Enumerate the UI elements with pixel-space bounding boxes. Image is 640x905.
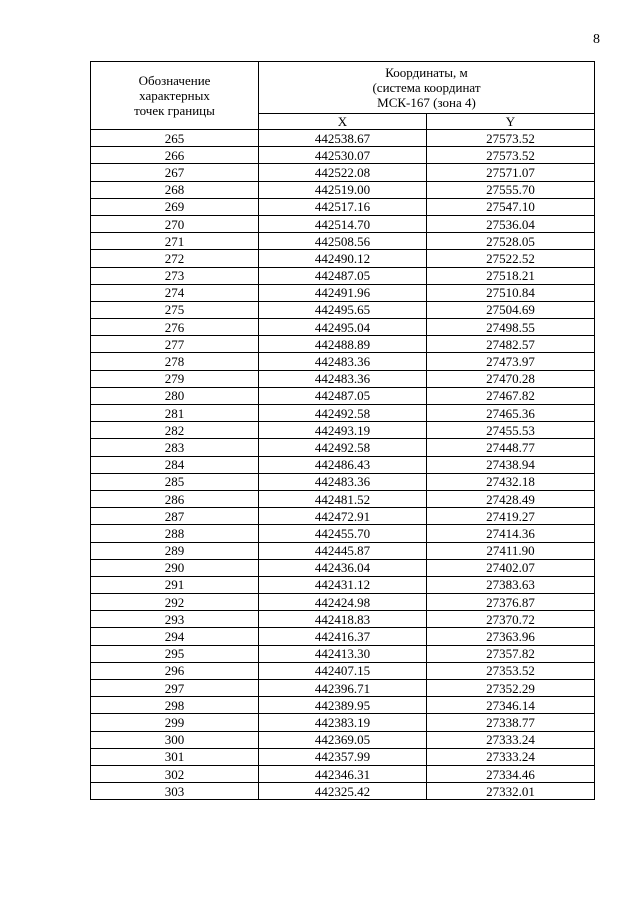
x-coordinate-cell: 442436.04 bbox=[259, 559, 427, 576]
y-coordinate-cell: 27498.55 bbox=[427, 319, 595, 336]
table-row bbox=[91, 147, 595, 164]
point-cell: 296 bbox=[91, 662, 259, 679]
y-coordinate-cell: 27402.07 bbox=[427, 559, 595, 576]
y-column-header: Y bbox=[427, 114, 595, 130]
y-coordinate-cell: 27455.53 bbox=[427, 422, 595, 439]
y-coordinate-cell: 27482.57 bbox=[427, 336, 595, 353]
x-coordinate-cell: 442407.15 bbox=[259, 662, 427, 679]
table-row bbox=[91, 405, 595, 422]
x-coordinate-cell: 442483.36 bbox=[259, 370, 427, 387]
x-coordinate-cell: 442492.58 bbox=[259, 405, 427, 422]
y-coordinate-cell: 27332.01 bbox=[427, 783, 595, 800]
x-coordinate-cell: 442455.70 bbox=[259, 525, 427, 542]
table-row bbox=[91, 198, 595, 215]
point-cell: 277 bbox=[91, 336, 259, 353]
x-coordinate-cell: 442357.99 bbox=[259, 748, 427, 765]
point-cell: 270 bbox=[91, 215, 259, 232]
point-cell: 295 bbox=[91, 645, 259, 662]
point-cell: 269 bbox=[91, 198, 259, 215]
x-coordinate-cell: 442522.08 bbox=[259, 164, 427, 181]
table-row bbox=[91, 662, 595, 679]
table-row bbox=[91, 594, 595, 611]
y-coordinate-cell: 27338.77 bbox=[427, 714, 595, 731]
x-coordinate-cell: 442383.19 bbox=[259, 714, 427, 731]
x-coordinate-cell: 442488.89 bbox=[259, 336, 427, 353]
x-coordinate-cell: 442487.05 bbox=[259, 387, 427, 404]
y-coordinate-cell: 27432.18 bbox=[427, 473, 595, 490]
y-coordinate-cell: 27357.82 bbox=[427, 645, 595, 662]
y-coordinate-cell: 27428.49 bbox=[427, 490, 595, 507]
table-row bbox=[91, 387, 595, 404]
coords-header-line-1: Координаты, м bbox=[385, 65, 468, 80]
table-row bbox=[91, 353, 595, 370]
table-row bbox=[91, 508, 595, 525]
coords-header-line-3: МСК-167 (зона 4) bbox=[377, 95, 476, 110]
point-cell: 274 bbox=[91, 284, 259, 301]
x-coordinate-cell: 442472.91 bbox=[259, 508, 427, 525]
table-row bbox=[91, 164, 595, 181]
point-cell: 302 bbox=[91, 765, 259, 782]
coords-header-line-2: (система координат bbox=[372, 80, 481, 95]
y-coordinate-cell: 27370.72 bbox=[427, 611, 595, 628]
x-coordinate-cell: 442346.31 bbox=[259, 765, 427, 782]
table-row bbox=[91, 490, 595, 507]
point-cell: 286 bbox=[91, 490, 259, 507]
x-coordinate-cell: 442495.65 bbox=[259, 301, 427, 318]
table-row bbox=[91, 697, 595, 714]
y-coordinate-cell: 27473.97 bbox=[427, 353, 595, 370]
y-coordinate-cell: 27467.82 bbox=[427, 387, 595, 404]
table-row bbox=[91, 181, 595, 198]
y-coordinate-cell: 27504.69 bbox=[427, 301, 595, 318]
table-row bbox=[91, 422, 595, 439]
y-coordinate-cell: 27333.24 bbox=[427, 748, 595, 765]
point-cell: 294 bbox=[91, 628, 259, 645]
table-row bbox=[91, 456, 595, 473]
table-row bbox=[91, 370, 595, 387]
point-column-header bbox=[91, 62, 259, 130]
y-coordinate-cell: 27536.04 bbox=[427, 215, 595, 232]
y-coordinate-cell: 27571.07 bbox=[427, 164, 595, 181]
x-column-header: X bbox=[259, 114, 427, 130]
x-coordinate-cell: 442519.00 bbox=[259, 181, 427, 198]
table-row bbox=[91, 611, 595, 628]
y-coordinate-cell: 27352.29 bbox=[427, 680, 595, 697]
x-coordinate-cell: 442431.12 bbox=[259, 576, 427, 593]
table-row bbox=[91, 525, 595, 542]
x-coordinate-cell: 442481.52 bbox=[259, 490, 427, 507]
coordinates-column-header bbox=[259, 62, 595, 114]
table-row bbox=[91, 130, 595, 147]
point-cell: 279 bbox=[91, 370, 259, 387]
y-coordinate-cell: 27353.52 bbox=[427, 662, 595, 679]
y-coordinate-cell: 27414.36 bbox=[427, 525, 595, 542]
point-cell: 285 bbox=[91, 473, 259, 490]
point-cell: 288 bbox=[91, 525, 259, 542]
y-coordinate-cell: 27376.87 bbox=[427, 594, 595, 611]
point-header-line-3: точек границы bbox=[134, 103, 215, 118]
point-cell: 289 bbox=[91, 542, 259, 559]
x-coordinate-cell: 442369.05 bbox=[259, 731, 427, 748]
x-coordinate-cell: 442530.07 bbox=[259, 147, 427, 164]
x-coordinate-cell: 442389.95 bbox=[259, 697, 427, 714]
y-coordinate-cell: 27448.77 bbox=[427, 439, 595, 456]
table-row bbox=[91, 542, 595, 559]
point-cell: 292 bbox=[91, 594, 259, 611]
x-coordinate-cell: 442514.70 bbox=[259, 215, 427, 232]
x-coordinate-cell: 442508.56 bbox=[259, 233, 427, 250]
point-cell: 297 bbox=[91, 680, 259, 697]
point-cell: 290 bbox=[91, 559, 259, 576]
y-coordinate-cell: 27334.46 bbox=[427, 765, 595, 782]
x-coordinate-cell: 442493.19 bbox=[259, 422, 427, 439]
x-coordinate-cell: 442487.05 bbox=[259, 267, 427, 284]
point-cell: 275 bbox=[91, 301, 259, 318]
table-row bbox=[91, 765, 595, 782]
x-coordinate-cell: 442490.12 bbox=[259, 250, 427, 267]
x-coordinate-cell: 442538.67 bbox=[259, 130, 427, 147]
y-coordinate-cell: 27573.52 bbox=[427, 147, 595, 164]
point-header-line-1: Обозначение bbox=[138, 73, 211, 88]
y-coordinate-cell: 27547.10 bbox=[427, 198, 595, 215]
table-row bbox=[91, 439, 595, 456]
y-coordinate-cell: 27518.21 bbox=[427, 267, 595, 284]
table-row bbox=[91, 301, 595, 318]
table-body bbox=[91, 130, 595, 800]
y-coordinate-cell: 27510.84 bbox=[427, 284, 595, 301]
table-row bbox=[91, 215, 595, 232]
x-coordinate-cell: 442495.04 bbox=[259, 319, 427, 336]
point-cell: 280 bbox=[91, 387, 259, 404]
point-cell: 282 bbox=[91, 422, 259, 439]
x-coordinate-cell: 442492.58 bbox=[259, 439, 427, 456]
y-coordinate-cell: 27411.90 bbox=[427, 542, 595, 559]
point-cell: 267 bbox=[91, 164, 259, 181]
point-cell: 276 bbox=[91, 319, 259, 336]
point-cell: 284 bbox=[91, 456, 259, 473]
x-coordinate-cell: 442483.36 bbox=[259, 473, 427, 490]
table-row bbox=[91, 336, 595, 353]
table-row bbox=[91, 233, 595, 250]
y-coordinate-cell: 27522.52 bbox=[427, 250, 595, 267]
x-coordinate-cell: 442486.43 bbox=[259, 456, 427, 473]
y-coordinate-cell: 27465.36 bbox=[427, 405, 595, 422]
table-row bbox=[91, 284, 595, 301]
point-cell: 265 bbox=[91, 130, 259, 147]
table-header bbox=[91, 62, 595, 130]
table-row bbox=[91, 645, 595, 662]
x-coordinate-cell: 442396.71 bbox=[259, 680, 427, 697]
point-cell: 291 bbox=[91, 576, 259, 593]
x-coordinate-cell: 442424.98 bbox=[259, 594, 427, 611]
point-cell: 266 bbox=[91, 147, 259, 164]
point-cell: 283 bbox=[91, 439, 259, 456]
table-row bbox=[91, 748, 595, 765]
y-coordinate-cell: 27419.27 bbox=[427, 508, 595, 525]
x-coordinate-cell: 442445.87 bbox=[259, 542, 427, 559]
y-coordinate-cell: 27470.28 bbox=[427, 370, 595, 387]
point-cell: 273 bbox=[91, 267, 259, 284]
table-row bbox=[91, 473, 595, 490]
x-coordinate-cell: 442491.96 bbox=[259, 284, 427, 301]
table-row bbox=[91, 559, 595, 576]
table-row bbox=[91, 714, 595, 731]
point-cell: 301 bbox=[91, 748, 259, 765]
y-coordinate-cell: 27573.52 bbox=[427, 130, 595, 147]
page-number: 8 bbox=[593, 32, 600, 47]
x-coordinate-cell: 442416.37 bbox=[259, 628, 427, 645]
x-coordinate-cell: 442325.42 bbox=[259, 783, 427, 800]
x-coordinate-cell: 442483.36 bbox=[259, 353, 427, 370]
table-row bbox=[91, 576, 595, 593]
table-row bbox=[91, 319, 595, 336]
table-row bbox=[91, 783, 595, 800]
point-cell: 299 bbox=[91, 714, 259, 731]
y-coordinate-cell: 27555.70 bbox=[427, 181, 595, 198]
y-coordinate-cell: 27346.14 bbox=[427, 697, 595, 714]
point-cell: 293 bbox=[91, 611, 259, 628]
point-cell: 268 bbox=[91, 181, 259, 198]
table-row bbox=[91, 628, 595, 645]
point-cell: 278 bbox=[91, 353, 259, 370]
table-row bbox=[91, 250, 595, 267]
point-cell: 272 bbox=[91, 250, 259, 267]
point-cell: 300 bbox=[91, 731, 259, 748]
y-coordinate-cell: 27333.24 bbox=[427, 731, 595, 748]
table-row bbox=[91, 731, 595, 748]
point-cell: 298 bbox=[91, 697, 259, 714]
y-coordinate-cell: 27383.63 bbox=[427, 576, 595, 593]
x-coordinate-cell: 442418.83 bbox=[259, 611, 427, 628]
table-row bbox=[91, 267, 595, 284]
point-cell: 287 bbox=[91, 508, 259, 525]
x-coordinate-cell: 442413.30 bbox=[259, 645, 427, 662]
y-coordinate-cell: 27363.96 bbox=[427, 628, 595, 645]
y-coordinate-cell: 27438.94 bbox=[427, 456, 595, 473]
point-cell: 303 bbox=[91, 783, 259, 800]
point-header-line-2: характерных bbox=[139, 88, 210, 103]
x-coordinate-cell: 442517.16 bbox=[259, 198, 427, 215]
coordinates-table bbox=[90, 61, 595, 800]
point-cell: 281 bbox=[91, 405, 259, 422]
point-cell: 271 bbox=[91, 233, 259, 250]
y-coordinate-cell: 27528.05 bbox=[427, 233, 595, 250]
table-row bbox=[91, 680, 595, 697]
